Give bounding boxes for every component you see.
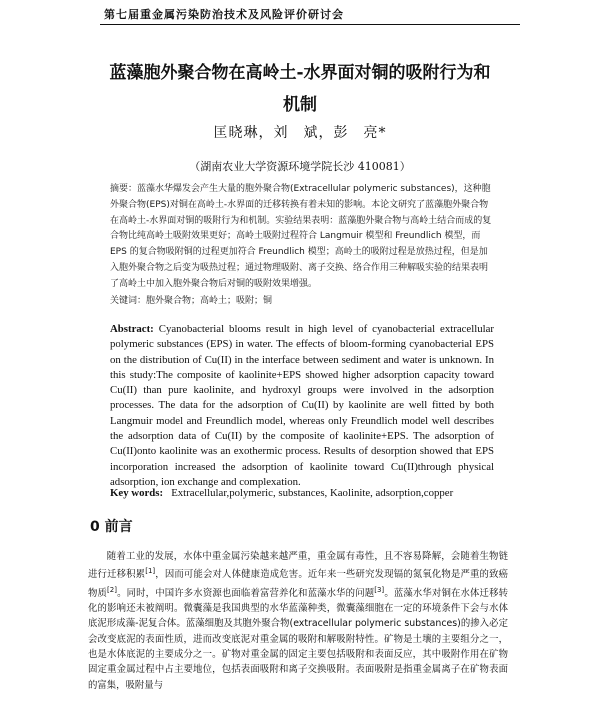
body-text-1: 随着工业的发展，水体中重金属污染越来越严重，重金属有毒性，且不容易降解，会随着生物链进行迁移积累 xyxy=(88,551,508,581)
header-rule xyxy=(100,24,520,25)
abstract-zh-text: 蓝藻水华爆发会产生大量的胞外聚合物(Extracellular polymeric substances)，这种胞外聚合物(EPS)对铜在高岭土-水界面的迁移转换有着未知的影响。本论文研究了蓝藻胞外聚合物在高岭土-水界面对铜的吸附行为和机制。实验结果表明：蓝藻胞外聚合物与高岭土结合而成的复合物比纯高岭土吸附效果更好；高岭土吸附过程符合 Langmuir 模型和 Freundlich 模型，而 EPS 的复合物吸附铜的过程更加符合 Freundlich 模型；高岭土的吸附过程是放热过程，但是加入胞外聚合物之后变为吸热过程；通过物理吸附、离子交换、络合作用三种解吸实验的结果表明了高岭土中加入胞外聚合物后对铜的吸附效果增强。 xyxy=(110,184,492,289)
body-text-3: 。同时，中国许多水资源也面临着富营养化和蓝藻水华的问题 xyxy=(116,587,375,599)
body-paragraph xyxy=(88,549,508,693)
abstract-zh xyxy=(110,182,496,293)
section-heading-introduction: 0 前言 xyxy=(90,519,133,535)
abstract-zh-label: 摘要： xyxy=(110,184,138,194)
abstract-en xyxy=(110,322,494,490)
keywords-zh-text: 胞外聚合物；高岭土；吸附；铜 xyxy=(146,296,273,306)
abstract-en-text: Cyanobacterial blooms result in high level of cyanobacterial extracellular polymeric substances (EPS) in water. The effects of bloom-forming cyanobacterial EPS on the distribution of Cu(II) in the interface between sediment and water is unknown. In this study:The composite of kaolinite+EPS showed higher adsorption capacity toward Cu(II) than pure kaolinite, and hydroxyl groups were involved in the adsorption processes. The data for the adsorption of Cu(II) by kaolinite are well fitted by both Langmuir model and Freundlich model, whereas only Freundlich model well describes the adsorption data of Cu(II) by the composite of kaolinite+EPS. The adsorption of Cu(II)onto kaolinite was an exothermic process. Results of desorption showed that EPS incorporation increased the adsorption of kaolinite toward Cu(II)through physical adsorption, ion exchange and complexation. xyxy=(110,323,495,488)
keywords-en-label: Key words: xyxy=(110,487,164,499)
citation-3: [3] xyxy=(374,585,385,594)
citation-1: [1] xyxy=(145,567,156,576)
keywords-zh xyxy=(110,294,496,310)
keywords-zh-label: 关键词： xyxy=(110,296,147,306)
citation-2: [2] xyxy=(107,585,117,594)
body-text-2: ，因而可能会对人体健康造成危害。近年来一些研究发现镉的氮氧化物是严重的致癌物质 xyxy=(88,569,508,599)
paper-title-line2: 机制 xyxy=(283,95,317,115)
paper-title-line1: 蓝藻胞外聚合物在高岭土-水界面对铜的吸附行为和 xyxy=(109,63,491,83)
running-header: 第七届重金属污染防治技术及风险评价研讨会 xyxy=(104,8,344,21)
affiliation: （湖南农业大学资源环境学院长沙 410081） xyxy=(189,160,411,173)
abstract-en-label: Abstract: xyxy=(110,323,154,335)
keywords-en-text: Extracellular,polymeric, substances, Kaolinite, adsorption,copper xyxy=(171,487,454,499)
body-text-4: 。蓝藻水华对铜在水体迁移转化的影响还未被阐明。微囊藻是我国典型的水华蓝藻种类，微囊藻细胞在一定的环境条件下会与水体底泥形成藻-泥复合体。蓝藻细胞及其胞外聚合物(extracellular polymeric substances)的掺入必定会改变底泥的表面性质，进而改变底泥对重金属的吸附和解吸附特性。矿物是土壤的主要组分之一，也是水体底泥的主要成分之一。矿物对重金属的固定主要包括吸附和表面反应，其中吸附作用在矿物固定重金属过程中占主要地位，包括表面吸附和离子交换吸附。表面吸附是指重金属离子在矿物表面的富集，吸附量与 xyxy=(88,587,508,691)
authors: 匡晓琳，刘 斌，彭 亮* xyxy=(213,125,387,141)
keywords-en xyxy=(110,486,494,501)
